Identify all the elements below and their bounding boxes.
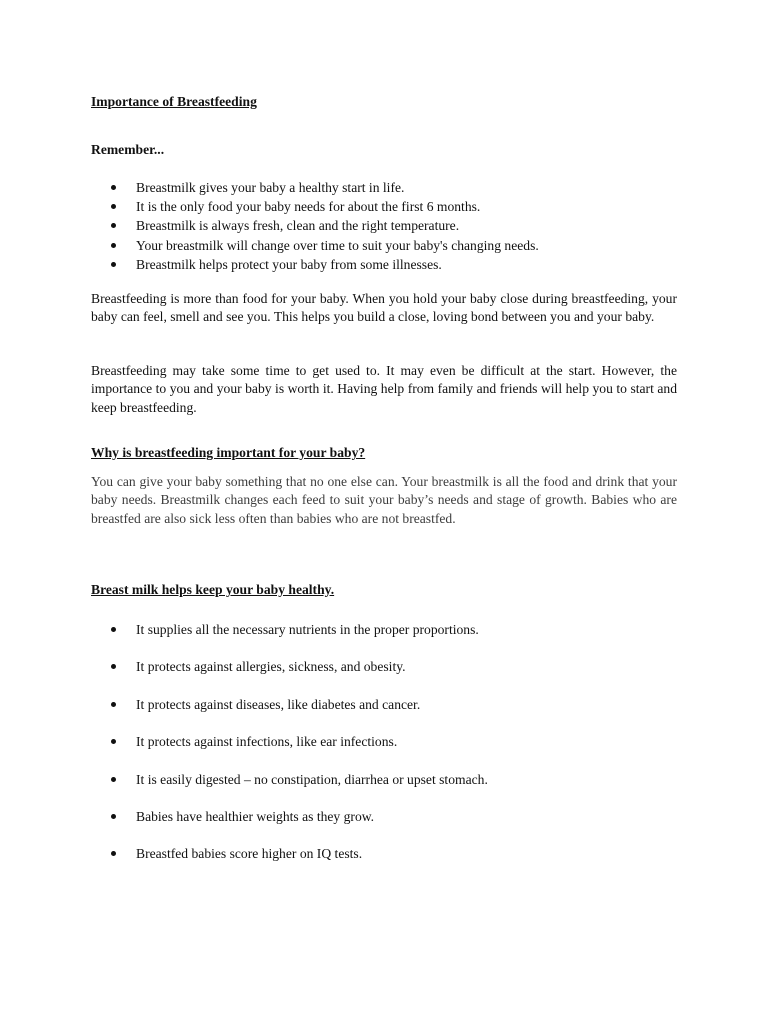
list-item: Babies have healthier weights as they grow. <box>91 807 677 844</box>
paragraph-getting-started: Breastfeeding may take some time to get used to. It may even be difficult at the start. However, the importance to you and your baby is worth it. Having help from family and friends will help you to start and keep breastfeeding. <box>91 363 677 415</box>
bullet-icon <box>111 627 116 632</box>
healthy-heading: Breast milk helps keep your baby healthy. <box>91 582 335 597</box>
list-item: It is the only food your baby needs for about the first 6 months. <box>91 197 677 216</box>
list-item: Breastmilk helps protect your baby from some illnesses. <box>91 255 677 274</box>
document-title: Importance of Breastfeeding <box>91 94 257 109</box>
bullet-icon <box>111 243 116 248</box>
why-heading: Why is breastfeeding important for your baby? <box>91 445 366 460</box>
list-item: It is easily digested – no constipation, diarrhea or upset stomach. <box>91 770 677 807</box>
list-item: Breastfed babies score higher on IQ tests. <box>91 844 677 881</box>
remember-heading: Remember... <box>91 142 165 157</box>
list-item: Breastmilk is always fresh, clean and the right temperature. <box>91 216 677 235</box>
bullet-icon <box>111 223 116 228</box>
list-item: It protects against allergies, sickness, and obesity. <box>91 657 677 694</box>
list-item: It supplies all the necessary nutrients in the proper proportions. <box>91 620 677 657</box>
why-paragraph: You can give your baby something that no one else can. Your breastmilk is all the food and drink that your baby needs. Breastmilk changes each feed to suit your baby’s needs and stage of growth. Babies who are breastfed are also sick less often than babies who are not breastfed. <box>91 474 677 526</box>
bullet-icon <box>111 814 116 819</box>
list-item: It protects against diseases, like diabetes and cancer. <box>91 695 677 732</box>
bullet-icon <box>111 739 116 744</box>
bullet-icon <box>111 702 116 707</box>
bullet-icon <box>111 664 116 669</box>
bullet-icon <box>111 262 116 267</box>
paragraph-bond: Breastfeeding is more than food for your baby. When you hold your baby close during breastfeeding, your baby can feel, smell and see you. This helps you build a close, loving bond between you and your baby. <box>91 291 677 325</box>
list-item: It protects against infections, like ear infections. <box>91 732 677 769</box>
bullet-icon <box>111 777 116 782</box>
bullet-icon <box>111 851 116 856</box>
remember-list <box>91 178 677 274</box>
bullet-icon <box>111 204 116 209</box>
bullet-icon <box>111 185 116 190</box>
healthy-list <box>91 620 677 882</box>
list-item: Breastmilk gives your baby a healthy start in life. <box>91 178 677 197</box>
list-item: Your breastmilk will change over time to suit your baby's changing needs. <box>91 236 677 255</box>
